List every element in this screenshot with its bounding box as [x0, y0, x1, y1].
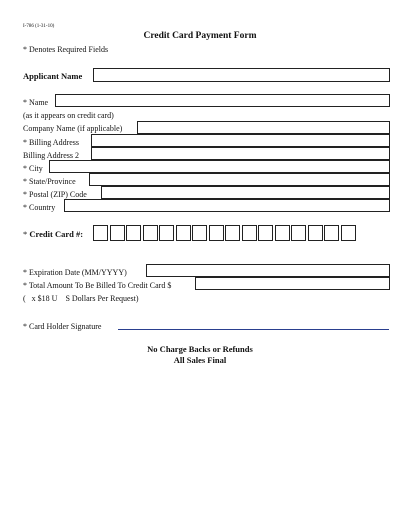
signature-label: * Card Holder Signature [23, 322, 102, 331]
postal-code-label: * Postal (ZIP) Code [23, 190, 87, 199]
company-name-field[interactable] [137, 121, 390, 134]
credit-card-digit-box[interactable] [93, 225, 108, 241]
credit-card-digit-box[interactable] [291, 225, 306, 241]
billing-address-label: * Billing Address [23, 138, 80, 147]
credit-card-digit-box[interactable] [192, 225, 207, 241]
credit-card-digit-box[interactable] [275, 225, 290, 241]
form-title: Credit Card Payment Form [143, 31, 257, 41]
name-label: * Name [23, 98, 49, 107]
country-label: * Country [23, 203, 56, 212]
expiration-date-label: * Expiration Date (MM/YYYY) [23, 268, 127, 277]
total-amount-field[interactable] [195, 277, 390, 290]
credit-card-digit-box[interactable] [341, 225, 356, 241]
credit-card-digit-box[interactable] [126, 225, 141, 241]
billing-address-field[interactable] [91, 134, 390, 147]
name-note: (as it appears on credit card) [23, 111, 114, 120]
postal-code-field[interactable] [101, 186, 390, 199]
state-province-field[interactable] [89, 173, 390, 186]
credit-card-digit-box[interactable] [225, 225, 240, 241]
credit-card-digit-box[interactable] [324, 225, 339, 241]
billing-address-2-label: Billing Address 2 [23, 151, 80, 160]
signature-line[interactable] [118, 329, 389, 330]
credit-card-digit-box[interactable] [258, 225, 273, 241]
total-amount-label: * Total Amount To Be Billed To Credit Card $ [23, 281, 172, 290]
credit-card-digit-box[interactable] [176, 225, 191, 241]
city-field[interactable] [49, 160, 390, 173]
city-label: * City [23, 164, 43, 173]
no-refunds-notice: No Charge Backs or Refunds [147, 344, 253, 354]
credit-card-digit-box[interactable] [159, 225, 174, 241]
name-field[interactable] [55, 94, 390, 107]
applicant-name-field[interactable] [93, 68, 390, 82]
credit-card-digit-box[interactable] [143, 225, 158, 241]
country-field[interactable] [64, 199, 390, 212]
company-name-label: Company Name (if applicable) [23, 124, 123, 133]
credit-card-label: * Credit Card #: [23, 229, 84, 239]
credit-card-digit-box[interactable] [242, 225, 257, 241]
credit-card-digit-box[interactable] [209, 225, 224, 241]
credit-card-digit-box[interactable] [308, 225, 323, 241]
sales-final-notice: All Sales Final [173, 355, 227, 365]
state-province-label: * State/Province [23, 177, 76, 186]
billing-address-2-field[interactable] [91, 147, 390, 160]
rate-note: ( x $18 U S Dollars Per Request) [23, 294, 139, 303]
credit-card-digit-box[interactable] [110, 225, 125, 241]
applicant-name-label: Applicant Name [23, 71, 83, 81]
required-fields-note: * Denotes Required Fields [23, 45, 109, 54]
form-code: I-786 (1-31-10) [23, 24, 55, 29]
expiration-date-field[interactable] [146, 264, 390, 277]
